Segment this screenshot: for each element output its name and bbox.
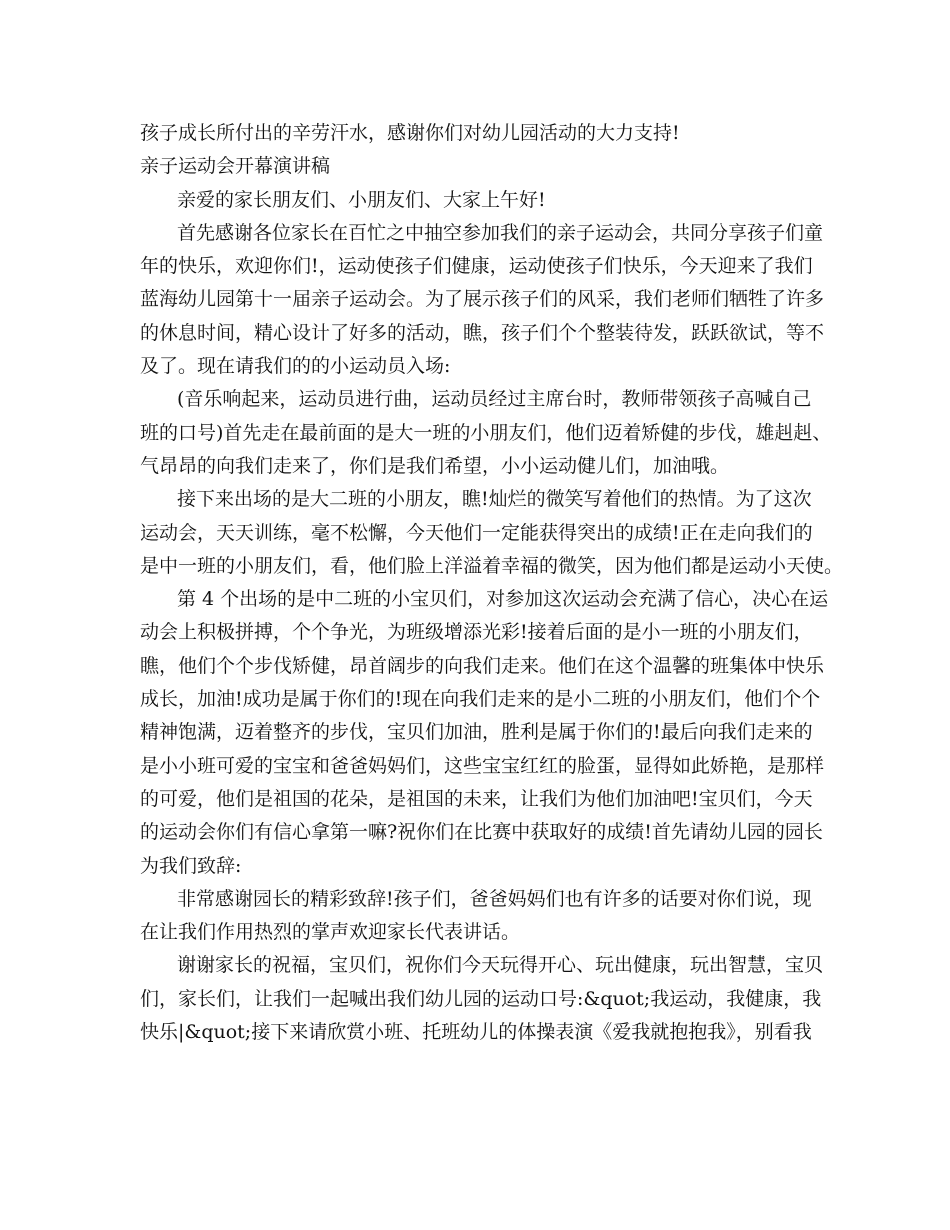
text-line: 的休息时间，精心设计了好多的活动，瞧，孩子们个个整装待发，跃跃欲试，等不 — [140, 321, 825, 344]
text-line: 动会上积极拼搏，个个争光，为班级增添光彩!接着后面的是小一班的小朋友们， — [140, 621, 813, 644]
text-line: 成长，加油!成功是属于你们的!现在向我们走来的是小二班的小朋友们，他们个个 — [140, 688, 821, 711]
text-line: 瞧，他们个个步伐矫健，昂首阔步的向我们走来。他们在这个温馨的班集体中快乐 — [140, 654, 825, 677]
text-line: 第 4 个出场的是中二班的小宝贝们，对参加这次运动会充满了信心，决心在运 — [177, 588, 829, 611]
text-line: 的运动会你们有信心拿第一嘛?祝你们在比赛中获取好的成绩!首先请幼儿园的园长 — [140, 821, 823, 844]
text-line: 的可爱，他们是祖国的花朵，是祖国的未来，让我们为他们加油吧!宝贝们，今天 — [140, 787, 813, 810]
text-line: 孩子成长所付出的辛劳汗水，感谢你们对幼儿园活动的大力支持! — [140, 122, 680, 144]
text-line: 们，家长们，让我们一起喊出我们幼儿园的运动口号:&quot;我运动，我健康，我 — [140, 987, 822, 1010]
text-line: 气昂昂的向我们走来了，你们是我们希望，小小运动健儿们，加油哦。 — [140, 454, 730, 477]
text-line: 班的口号)首先走在最前面的是大一班的小朋友们，他们迈着矫健的步伐，雄赳赳、 — [140, 421, 832, 444]
text-line: 是小小班可爱的宝宝和爸爸妈妈们，这些宝宝红红的脸蛋，显得如此娇艳，是那样 — [140, 754, 825, 777]
text-line: 非常感谢园长的精彩致辞!孩子们，爸爸妈妈们也有许多的话要对你们说，现 — [177, 887, 812, 910]
text-line: 在让我们作用热烈的掌声欢迎家长代表讲话。 — [140, 921, 521, 944]
text-line: (音乐响起来，运动员进行曲，运动员经过主席台时，教师带领孩子高喊自己 — [177, 388, 812, 411]
text-line: 蓝海幼儿园第十一届亲子运动会。为了展示孩子们的风采，我们老师们牺牲了许多 — [140, 288, 825, 311]
text-line: 亲爱的家长朋友们、小朋友们、大家上午好! — [177, 188, 546, 211]
text-line: 快乐|&quot;接下来请欣赏小班、托班幼儿的体操表演《爱我就抱抱我》，别看我 — [140, 1021, 812, 1044]
text-line: 谢谢家长的祝福，宝贝们，祝你们今天玩得开心、玩出健康，玩出智慧，宝贝 — [177, 954, 824, 977]
document-body — [140, 117, 844, 1049]
text-line: 及了。现在请我们的的小运动员入场: — [140, 355, 451, 378]
section-heading: 亲子运动会开幕演讲稿 — [140, 155, 331, 178]
text-line: 为我们致辞: — [140, 854, 242, 877]
text-line: 是中一班的小朋友们，看，他们脸上洋溢着幸福的微笑，因为他们都是运动小天使。 — [140, 554, 844, 577]
text-line: 首先感谢各位家长在百忙之中抽空参加我们的亲子运动会，共同分享孩子们童 — [177, 221, 824, 244]
text-line: 接下来出场的是大二班的小朋友，瞧!灿烂的微笑写着他们的热情。为了这次 — [177, 488, 812, 511]
text-line: 运动会，天天训练，毫不松懈，今天他们一定能获得突出的成绩!正在走向我们的 — [140, 521, 813, 544]
text-line: 年的快乐，欢迎你们!，运动使孩子们健康，运动使孩子们快乐，今天迎来了我们 — [140, 255, 813, 278]
text-line: 精神饱满，迈着整齐的步伐，宝贝们加油，胜利是属于你们的!最后向我们走来的 — [140, 721, 813, 744]
